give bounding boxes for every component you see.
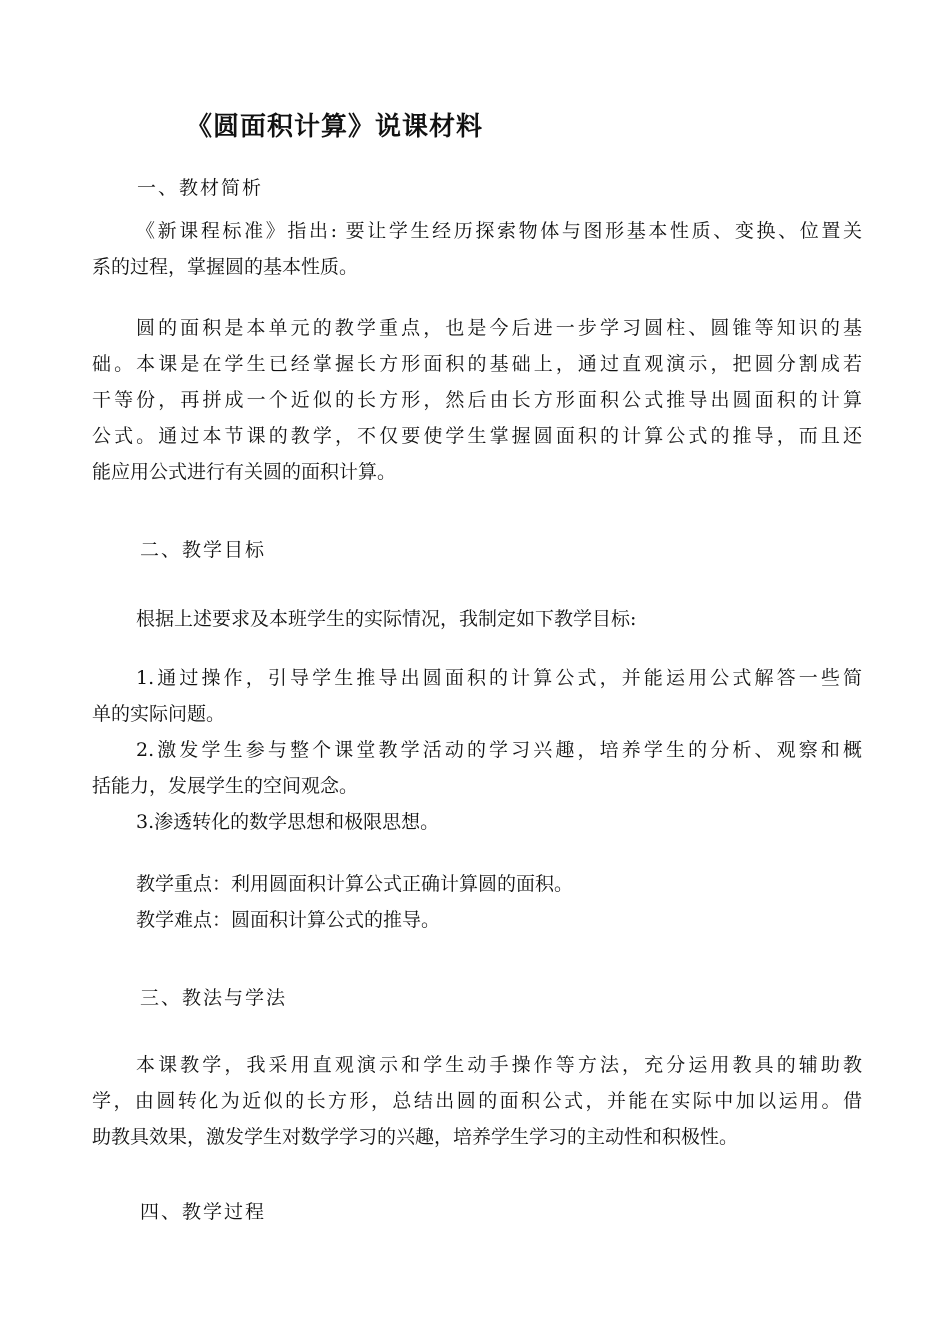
paragraph-line: 助教具效果，激发学生对数学学习的兴趣，培养学生学习的主动性和积极性。 (92, 1126, 739, 1148)
paragraph-line: 础。本课是在学生已经掌握长方形面积的基础上，通过直观演示，把圆分割成若 (92, 353, 862, 375)
section-heading-4: 四、教学过程 (140, 1201, 267, 1223)
goal-line: 1.通过操作，引导学生推导出圆面积的计算公式，并能运用公式解答一些简 (136, 667, 862, 689)
paragraph-line: 干等份，再拼成一个近似的长方形，然后由长方形面积公式推导出圆面积的计算 (92, 389, 862, 411)
document-title: 《圆面积计算》说课材料 (186, 112, 484, 142)
paragraph-line: 本课教学，我采用直观演示和学生动手操作等方法，充分运用教具的辅助教 (136, 1054, 862, 1076)
paragraph-line: 《新课程标准》指出: 要让学生经历探索物体与图形基本性质、变换、位置关 (136, 220, 862, 242)
section-heading-1: 一、教材简析 (137, 177, 264, 199)
goal-line: 3.渗透转化的数学思想和极限思想。 (136, 811, 440, 833)
key-point-line: 教学重点：利用圆面积计算公式正确计算圆的面积。 (136, 873, 574, 895)
paragraph-line: 根据上述要求及本班学生的实际情况，我制定如下教学目标: (136, 608, 637, 630)
section-heading-3: 三、教法与学法 (140, 987, 288, 1009)
paragraph-line: 公式。通过本节课的教学，不仅要使学生掌握圆面积的计算公式的推导，而且还 (92, 425, 862, 447)
paragraph-standard (92, 213, 862, 285)
paragraph-line: 系的过程，掌握圆的基本性质。 (92, 256, 359, 278)
difficult-point-line: 教学难点：圆面积计算公式的推导。 (136, 909, 441, 931)
paragraph-analysis (92, 310, 862, 490)
paragraph-line: 圆的面积是本单元的教学重点，也是今后进一步学习圆柱、圆锥等知识的基 (136, 317, 862, 339)
paragraph-goals-intro (92, 601, 862, 637)
goals-list (92, 660, 862, 840)
goal-line: 2.激发学生参与整个课堂教学活动的学习兴趣，培养学生的分析、观察和概 (136, 739, 862, 761)
goal-line: 单的实际问题。 (92, 703, 226, 725)
paragraph-methods (92, 1047, 862, 1155)
paragraph-line: 学，由圆转化为近似的长方形，总结出圆的面积公式，并能在实际中加以运用。借 (92, 1090, 862, 1112)
section-heading-2: 二、教学目标 (140, 539, 267, 561)
key-points (92, 866, 862, 938)
goal-line: 括能力，发展学生的空间观念。 (92, 775, 359, 797)
paragraph-line: 能应用公式进行有关圆的面积计算。 (92, 461, 397, 483)
